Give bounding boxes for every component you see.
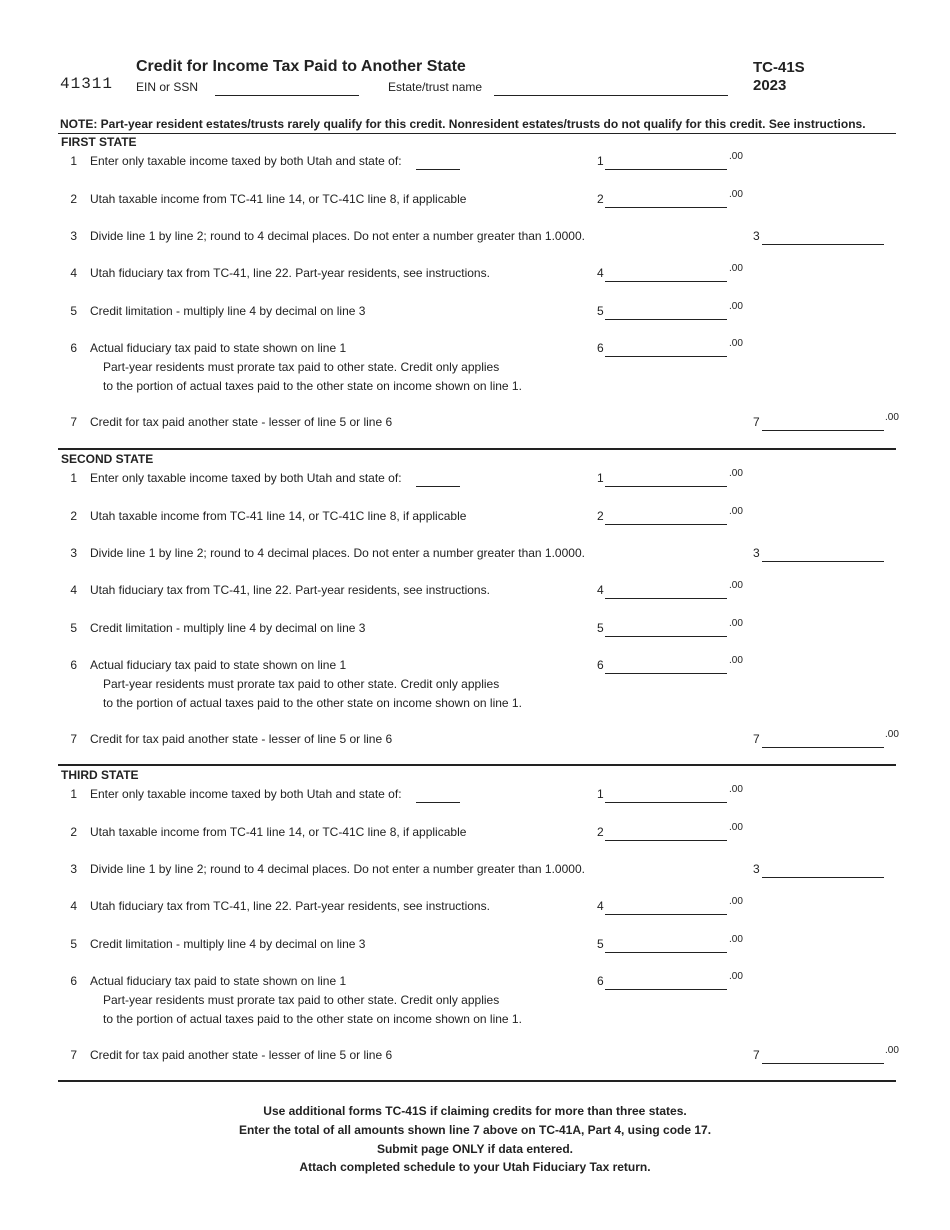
- second-line-2-text: Utah taxable income from TC-41 line 14, or TC-41C line 8, if applicable: [90, 509, 467, 523]
- third-line-5-text: Credit limitation - multiply line 4 by decimal on line 3: [90, 937, 366, 951]
- second-state-heading: SECOND STATE: [61, 452, 154, 466]
- first-line-3-amount-input[interactable]: [762, 230, 884, 245]
- first-line-5-number: 5: [70, 304, 77, 318]
- third-line-7-box-number: 7: [753, 1048, 760, 1062]
- second-line-1-text: Enter only taxable income taxed by both Utah and state of:: [90, 471, 402, 485]
- first-line-7-box-number: 7: [753, 415, 760, 429]
- third-state-heading: THIRD STATE: [61, 768, 139, 782]
- note: NOTE: Part-year resident estates/trusts rarely qualify for this credit. Nonresident estates/trusts do not qualify for this credit. See instructions.: [60, 117, 866, 131]
- first-line-4-amount-input[interactable]: [605, 267, 727, 282]
- third-line-3-text: Divide line 1 by line 2; round to 4 decimal places. Do not enter a number greater than 1.0000.: [90, 862, 585, 876]
- first-line-7-amount-input[interactable]: [762, 416, 884, 431]
- first-line-7-cents: .00: [885, 412, 899, 423]
- first-line-4-text: Utah fiduciary tax from TC-41, line 22. Part-year residents, see instructions.: [90, 266, 490, 280]
- third-line-5-number: 5: [70, 937, 77, 951]
- first-line-6-box-number: 6: [597, 341, 604, 355]
- first-line-6-cents: .00: [729, 338, 743, 349]
- first-line-7-number: 7: [70, 415, 77, 429]
- first-line-2-amount-input[interactable]: [605, 193, 727, 208]
- second-state-name-input[interactable]: [416, 472, 460, 487]
- first-line-2-number: 2: [70, 192, 77, 206]
- first-line-1-number: 1: [70, 154, 77, 168]
- first-line-6-number: 6: [70, 341, 77, 355]
- footer-line-3: Submit page ONLY if data entered.: [376, 1142, 574, 1156]
- first-line-6-note-2: to the portion of actual taxes paid to the other state on income shown on line 1.: [103, 379, 522, 393]
- ein-input[interactable]: [215, 81, 359, 96]
- first-state-divider: [58, 448, 896, 450]
- second-line-1-amount-input[interactable]: [605, 472, 727, 487]
- third-line-2-number: 2: [70, 825, 77, 839]
- third-line-6-box-number: 6: [597, 974, 604, 988]
- first-state-name-input[interactable]: [416, 155, 460, 170]
- second-line-3-amount-input[interactable]: [762, 547, 884, 562]
- third-line-6-amount-input[interactable]: [605, 975, 727, 990]
- footer-line-4: Attach completed schedule to your Utah Fiduciary Tax return.: [299, 1160, 651, 1174]
- first-line-3-number: 3: [70, 229, 77, 243]
- second-line-7-amount-input[interactable]: [762, 733, 884, 748]
- first-line-4-cents: .00: [729, 263, 743, 274]
- second-line-4-text: Utah fiduciary tax from TC-41, line 22. Part-year residents, see instructions.: [90, 583, 490, 597]
- estate-name-label: Estate/trust name: [388, 80, 483, 94]
- second-line-6-cents: .00: [729, 655, 743, 666]
- third-line-4-amount-input[interactable]: [605, 900, 727, 915]
- second-line-7-number: 7: [70, 732, 77, 746]
- first-line-5-box-number: 5: [597, 304, 604, 318]
- third-line-7-text: Credit for tax paid another state - lesser of line 5 or line 6: [90, 1048, 393, 1062]
- second-line-6-text: Actual fiduciary tax paid to state shown on line 1: [90, 658, 347, 672]
- third-line-1-number: 1: [70, 787, 77, 801]
- third-line-5-box-number: 5: [597, 937, 604, 951]
- second-line-6-number: 6: [70, 658, 77, 672]
- third-line-1-amount-input[interactable]: [605, 788, 727, 803]
- second-line-5-amount-input[interactable]: [605, 622, 727, 637]
- second-line-4-number: 4: [70, 583, 77, 597]
- third-line-2-box-number: 2: [597, 825, 604, 839]
- first-line-6-note-1: Part-year residents must prorate tax paid to other state. Credit only applies: [103, 360, 500, 374]
- third-line-1-text: Enter only taxable income taxed by both Utah and state of:: [90, 787, 402, 801]
- form-id: [753, 59, 805, 95]
- third-line-1-box-number: 1: [597, 787, 604, 801]
- second-line-6-note-2: to the portion of actual taxes paid to the other state on income shown on line 1.: [103, 696, 522, 710]
- third-line-2-cents: .00: [729, 822, 743, 833]
- footer-line-2: Enter the total of all amounts shown line 7 above on TC-41A, Part 4, using code 17.: [238, 1123, 712, 1137]
- first-line-7-text: Credit for tax paid another state - lesser of line 5 or line 6: [90, 415, 393, 429]
- second-line-4-cents: .00: [729, 580, 743, 591]
- third-line-4-box-number: 4: [597, 899, 604, 913]
- first-line-5-text: Credit limitation - multiply line 4 by decimal on line 3: [90, 304, 366, 318]
- second-line-3-number: 3: [70, 546, 77, 560]
- second-line-2-box-number: 2: [597, 509, 604, 523]
- first-line-5-amount-input[interactable]: [605, 305, 727, 320]
- third-state-name-input[interactable]: [416, 788, 460, 803]
- third-line-4-cents: .00: [729, 896, 743, 907]
- first-line-5-cents: .00: [729, 301, 743, 312]
- third-line-2-amount-input[interactable]: [605, 826, 727, 841]
- second-line-6-box-number: 6: [597, 658, 604, 672]
- first-line-1-text: Enter only taxable income taxed by both Utah and state of:: [90, 154, 402, 168]
- third-line-6-note-1: Part-year residents must prorate tax paid to other state. Credit only applies: [103, 993, 500, 1007]
- second-line-1-number: 1: [70, 471, 77, 485]
- second-line-4-amount-input[interactable]: [605, 584, 727, 599]
- bottom-divider: [58, 1080, 896, 1082]
- second-line-2-cents: .00: [729, 506, 743, 517]
- first-line-1-box-number: 1: [597, 154, 604, 168]
- second-line-4-box-number: 4: [597, 583, 604, 597]
- third-line-6-note-2: to the portion of actual taxes paid to the other state on income shown on line 1.: [103, 1012, 522, 1026]
- third-line-4-text: Utah fiduciary tax from TC-41, line 22. Part-year residents, see instructions.: [90, 899, 490, 913]
- form-number: TC-41S: [753, 59, 805, 76]
- second-line-3-text: Divide line 1 by line 2; round to 4 decimal places. Do not enter a number greater than 1.0000.: [90, 546, 585, 560]
- second-line-6-note-1: Part-year residents must prorate tax paid to other state. Credit only applies: [103, 677, 500, 691]
- form-code: 41311: [60, 75, 114, 93]
- second-line-2-number: 2: [70, 509, 77, 523]
- third-line-5-amount-input[interactable]: [605, 938, 727, 953]
- second-line-1-box-number: 1: [597, 471, 604, 485]
- second-line-2-amount-input[interactable]: [605, 510, 727, 525]
- second-line-7-cents: .00: [885, 729, 899, 740]
- second-line-5-cents: .00: [729, 618, 743, 629]
- first-line-1-amount-input[interactable]: [605, 155, 727, 170]
- first-line-4-box-number: 4: [597, 266, 604, 280]
- ein-label: EIN or SSN: [136, 80, 199, 94]
- first-line-6-amount-input[interactable]: [605, 342, 727, 357]
- third-line-7-number: 7: [70, 1048, 77, 1062]
- third-line-3-number: 3: [70, 862, 77, 876]
- second-state-divider: [58, 764, 896, 766]
- third-line-2-text: Utah taxable income from TC-41 line 14, or TC-41C line 8, if applicable: [90, 825, 467, 839]
- third-line-6-cents: .00: [729, 971, 743, 982]
- third-line-6-number: 6: [70, 974, 77, 988]
- third-line-4-number: 4: [70, 899, 77, 913]
- third-line-7-amount-input[interactable]: [762, 1049, 884, 1064]
- second-line-6-amount-input[interactable]: [605, 659, 727, 674]
- third-line-6-text: Actual fiduciary tax paid to state shown on line 1: [90, 974, 347, 988]
- third-line-1-cents: .00: [729, 784, 743, 795]
- footer-line-1: Use additional forms TC-41S if claiming credits for more than three states.: [263, 1104, 687, 1118]
- first-line-4-number: 4: [70, 266, 77, 280]
- second-line-1-cents: .00: [729, 468, 743, 479]
- third-line-5-cents: .00: [729, 934, 743, 945]
- first-line-3-text: Divide line 1 by line 2; round to 4 decimal places. Do not enter a number greater than 1.0000.: [90, 229, 585, 243]
- first-line-2-box-number: 2: [597, 192, 604, 206]
- note-divider: [58, 133, 896, 134]
- second-line-5-text: Credit limitation - multiply line 4 by decimal on line 3: [90, 621, 366, 635]
- estate-name-input[interactable]: [494, 81, 728, 96]
- second-line-5-box-number: 5: [597, 621, 604, 635]
- third-line-3-amount-input[interactable]: [762, 863, 884, 878]
- first-line-3-box-number: 3: [753, 229, 760, 243]
- first-line-2-text: Utah taxable income from TC-41 line 14, or TC-41C line 8, if applicable: [90, 192, 467, 206]
- third-line-7-cents: .00: [885, 1045, 899, 1056]
- first-line-1-cents: .00: [729, 151, 743, 162]
- second-line-3-box-number: 3: [753, 546, 760, 560]
- first-line-2-cents: .00: [729, 189, 743, 200]
- form-title: Credit for Income Tax Paid to Another State: [136, 58, 466, 75]
- second-line-7-text: Credit for tax paid another state - lesser of line 5 or line 6: [90, 732, 393, 746]
- first-state-heading: FIRST STATE: [61, 135, 137, 149]
- third-line-3-box-number: 3: [753, 862, 760, 876]
- tax-year: 2023: [753, 77, 787, 94]
- second-line-7-box-number: 7: [753, 732, 760, 746]
- second-line-5-number: 5: [70, 621, 77, 635]
- first-line-6-text: Actual fiduciary tax paid to state shown on line 1: [90, 341, 347, 355]
